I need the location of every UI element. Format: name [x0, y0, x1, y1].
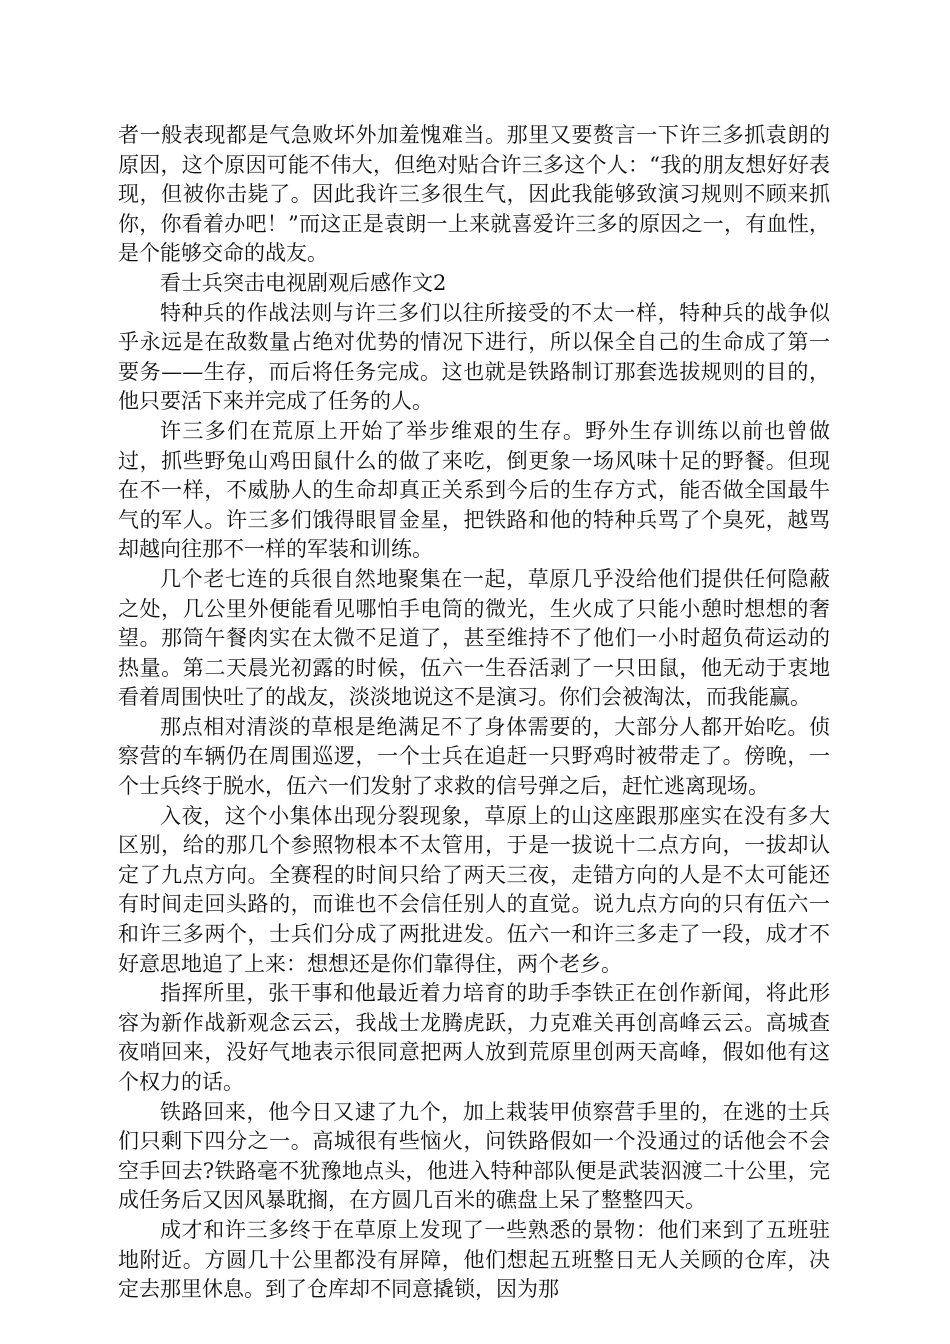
paragraph: 入夜，这个小集体出现分裂现象，草原上的山这座跟那座实在没有多大区别，给的那几个参照物根本不太管用，于是一拔说十二点方向，一拔却认定了九点方向。全赛程的时间只给了两天三夜，走错方向的人是不太可能还有时间走回头路的，而谁也不会信任别人的直觉。说九点方向的只有伍六一和许三多两个，士兵们分成了两批进发。伍六一和许三多走了一段，成才不好意思地追了上来：想想还是你们靠得住，两个老乡。 — [118, 803, 830, 976]
paragraph: 几个老七连的兵很自然地聚集在一起，草原几乎没给他们提供任何隐蔽之处，几公里外便能看见哪怕手电筒的微光，生火成了只能小憩时想想的奢望。那筒午餐肉实在太微不足道了，甚至维持不了他们一小时超负荷运动的热量。第二天晨光初露的时候，伍六一生吞活剥了一只田鼠，他无动于衷地看着周围快吐了的战友，淡淡地说这不是演习。你们会被淘汰，而我能赢。 — [118, 566, 830, 710]
paragraph: 特种兵的作战法则与许三多们以往所接受的不太一样，特种兵的战争似乎永远是在敌数量占绝对优势的情况下进行，所以保全自己的生命成了第一要务——生存，而后将任务完成。这也就是铁路制订那套选拔规则的目的，他只要活下来并完成了任务的人。 — [118, 300, 830, 414]
paragraph: 指挥所里，张干事和他最近着力培育的助手李铁正在创作新闻，将此形容为新作战新观念云云，我战士龙腾虎跃，力克难关再创高峰云云。高城查夜哨回来，没好气地表示很同意把两人放到荒原里创两天高峰，假如他有这个权力的话。 — [118, 981, 830, 1094]
paragraph: 铁路回来，他今日又逮了九个，加上栽装甲侦察营手里的，在逃的士兵们只剩下四分之一。高城很有些恼火，问铁路假如一个没通过的话他会不会空手回去?铁路毫不犹豫地点头，他进入特种部队便是武装泅渡二十公里，完成任务后又因风暴耽搁，在方圆几百米的礁盘上呆了整整四天。 — [118, 1099, 830, 1213]
paragraph-continuation: 者一般表现都是气急败坏外加羞愧难当。那里又要赘言一下许三多抓袁朗的原因，这个原因可能不伟大，但绝对贴合许三多这个人：“我的朋友想好好表现，但被你击毙了。因此我许三多很生气，因此我能够致演习规则不顾来抓你，你看着办吧！”而这正是袁朗一上来就喜爱许三多的原因之一，有血性，是个能够交命的战友。 — [118, 123, 830, 266]
section-heading: 看士兵突击电视剧观后感作文2 — [160, 270, 447, 295]
paragraph: 许三多们在荒原上开始了举步维艰的生存。野外生存训练以前也曾做过，抓些野兔山鸡田鼠什么的做了来吃，倒更象一场风味十足的野餐。但现在不一样，不威胁人的生命却真正关系到今后的生存方式，能否做全国最牛气的军人。许三多们饿得眼冒金星，把铁路和他的特种兵骂了个臭死，越骂却越向往那不一样的军装和训练。 — [118, 418, 830, 562]
document-body — [118, 121, 830, 1305]
paragraph: 那点相对清淡的草根是绝满足不了身体需要的，大部分人都开始吃。侦察营的车辆仍在周围巡逻，一个士兵在追赶一只野鸡时被带走了。傍晚，一个士兵终于脱水，伍六一们发射了求救的信号弹之后，赶忙逃离现场。 — [118, 714, 830, 799]
paragraph: 成才和许三多终于在草原上发现了一些熟悉的景物：他们来到了五班驻地附近。方圆几十公里都没有屏障，他们想起五班整日无人关顾的仓库，决定去那里休息。到了仓库却不同意撬锁，因为那 — [118, 1217, 830, 1302]
